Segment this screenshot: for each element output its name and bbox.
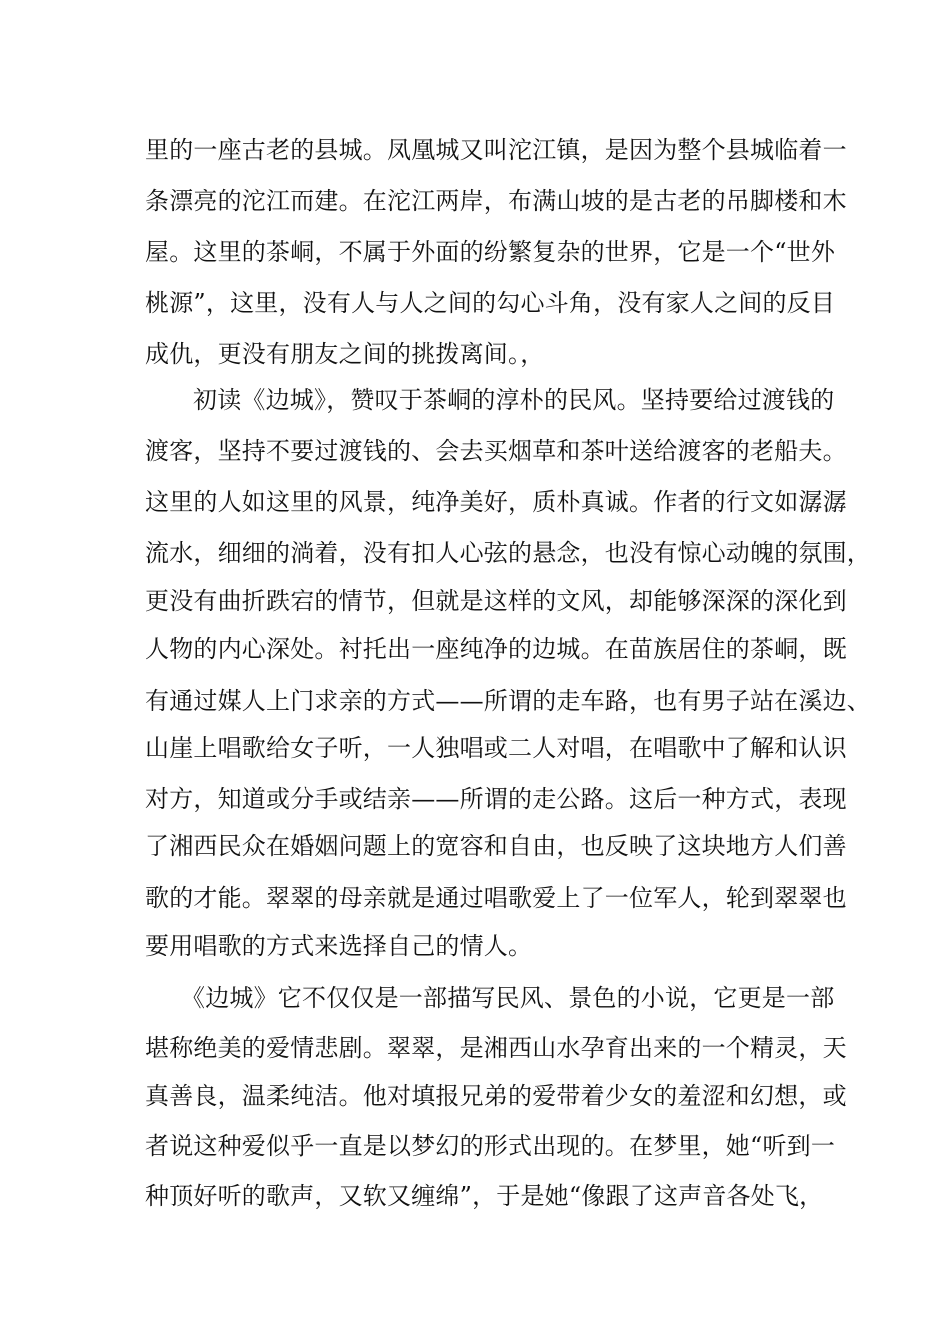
text-line: 种顶好听的歌声，又软又缠绵”，于是她“像跟了这声音各处飞， [145, 1182, 824, 1210]
text-line: 更没有曲折跌宕的情节，但就是这样的文风，却能够深深的深化到 [145, 587, 847, 615]
text-line: 人物的内心深处。衬托出一座纯净的边城。在苗族居住的茶峒，既 [145, 635, 847, 663]
text-line: 要用唱歌的方式来选择自己的情人。 [145, 932, 533, 960]
text-line: 条漂亮的沱江而建。在沱江两岸，布满山坡的是古老的吊脚楼和木 [145, 187, 847, 215]
text-line: 里的一座古老的县城。凤凰城又叫沱江镇，是因为整个县城临着一 [145, 136, 847, 164]
text-line: 桃源”，这里，没有人与人之间的勾心斗角，没有家人之间的反目 [145, 289, 836, 317]
text-line: 真善良，温柔纯洁。他对填报兄弟的爱带着少女的羞涩和幻想，或 [145, 1082, 847, 1110]
text-line: 屋。这里的茶峒，不属于外面的纷繁复杂的世界，它是一个“世外 [145, 238, 836, 266]
text-line: 歌的才能。翠翠的母亲就是通过唱歌爱上了一位军人，轮到翠翠也 [145, 884, 847, 912]
text-line: 成仇，更没有朋友之间的挑拨离间。， [145, 340, 545, 368]
text-line: 者说这种爱似乎一直是以梦幻的形式出现的。在梦里，她“听到一 [145, 1132, 836, 1160]
text-line: 流水，细细的淌着，没有扣人心弦的悬念，也没有惊心动魄的氛围， [145, 539, 871, 567]
text-line: 有通过媒人上门求亲的方式——所谓的走车路，也有男子站在溪边、 [145, 687, 871, 715]
text-line: 渡客，坚持不要过渡钱的、会去买烟草和茶叶送给渡客的老船夫。 [145, 437, 847, 465]
text-line: 这里的人如这里的风景，纯净美好，质朴真诚。作者的行文如潺潺 [145, 488, 847, 516]
text-line: 堪称绝美的爱情悲剧。翠翠，是湘西山水孕育出来的一个精灵，天 [145, 1034, 847, 1062]
text-line: 初读《边城》，赞叹于茶峒的淳朴的民风。坚持要给过渡钱的 [193, 386, 835, 414]
text-line: 对方，知道或分手或结亲——所谓的走公路。这后一种方式，表现 [145, 785, 847, 813]
text-line: 了湘西民众在婚姻问题上的宽容和自由，也反映了这块地方人们善 [145, 832, 847, 860]
text-line: 山崖上唱歌给女子听，一人独唱或二人对唱，在唱歌中了解和认识 [145, 734, 847, 762]
text-line: 《边城》它不仅仅是一部描写民风、景色的小说，它更是一部 [181, 984, 835, 1012]
